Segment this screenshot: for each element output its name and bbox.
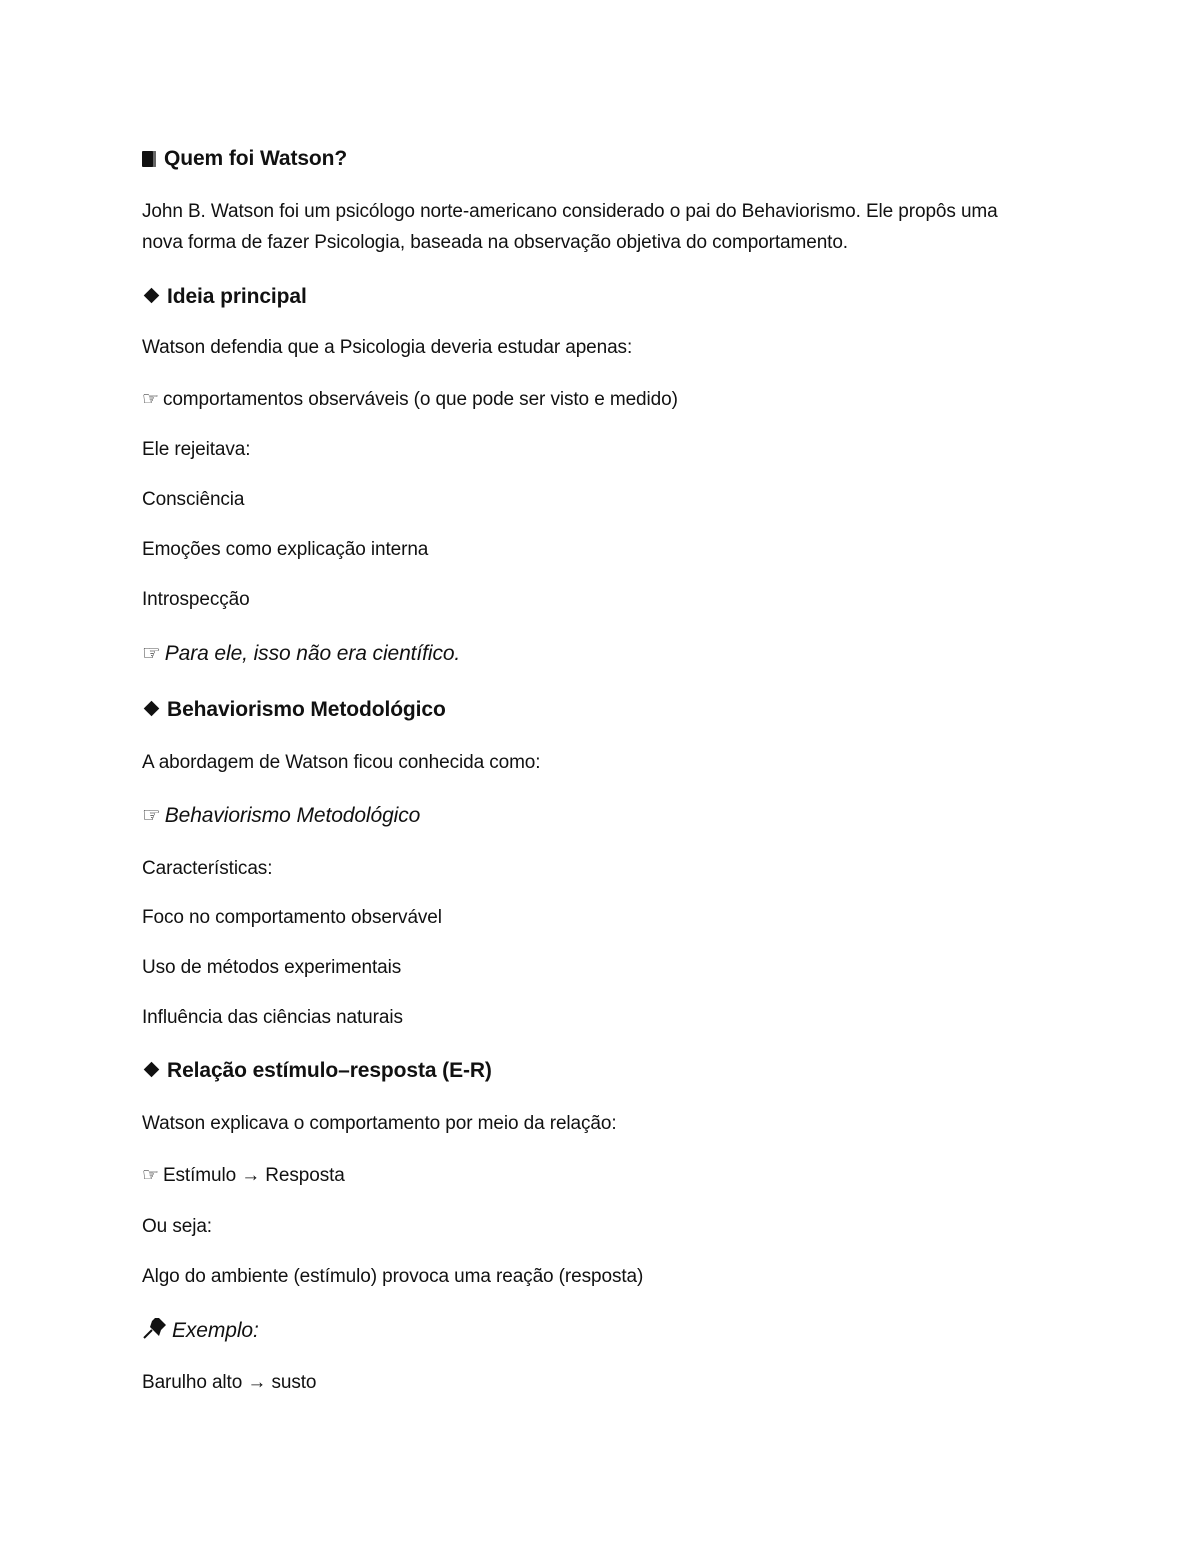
paragraph-text: Estímulo → Resposta [162,1165,345,1186]
diamond-icon [144,288,160,304]
heading-text: Behaviorismo Metodológico [167,698,446,721]
diamond-icon [144,1062,160,1078]
list-item-consciencia: Consciência [142,489,245,510]
paragraph-text: Exemplo: [172,1319,259,1342]
pointing-hand-icon: ☞ [142,804,161,827]
paragraph-rejeitava: Ele rejeitava: [142,439,251,460]
heading-text: Quem foi Watson? [164,147,348,170]
heading-text: Relação estímulo–resposta (E-R) [167,1059,492,1082]
pushpin-icon [142,1318,168,1344]
pointing-hand-icon: ☞ [142,389,159,410]
diamond-icon [144,701,160,717]
heading-relacao-estimulo-resposta [142,1058,492,1084]
paragraph-caracteristicas: Características: [142,858,273,879]
paragraph-ou-seja: Ou seja: [142,1216,212,1237]
list-item-influencia: Influência das ciências naturais [142,1007,403,1028]
paragraph-text: comportamentos observáveis (o que pode ser visto e medido) [162,389,678,410]
list-item-introspeccao: Introspecção [142,589,250,610]
book-icon [142,151,156,167]
pointing-hand-icon: ☞ [142,642,161,665]
paragraph-barulho: Barulho alto → susto [142,1372,317,1393]
paragraph-behaviorismo-metodologico [142,803,420,829]
heading-ideia-principal [142,284,307,310]
paragraph-abordagem: A abordagem de Watson ficou conhecida como: [142,752,541,773]
heading-quem-foi-watson [142,146,347,172]
list-item-emocoes: Emoções como explicação interna [142,539,429,560]
pointing-hand-icon: ☞ [142,1165,159,1186]
paragraph-text: Behaviorismo Metodológico [164,804,421,827]
paragraph-defendia: Watson defendia que a Psicologia deveria estudar apenas: [142,337,633,358]
intro-paragraph [142,196,1052,258]
heading-text: Ideia principal [167,285,307,308]
paragraph-text: Para ele, isso não era científico. [164,642,461,665]
intro-line-1: John B. Watson foi um psicólogo norte-americano considerado o pai do Behaviorismo. Ele propôs uma [142,201,998,222]
paragraph-observaveis [142,388,678,412]
intro-line-2: nova forma de fazer Psicologia, baseada na observação objetiva do comportamento. [142,232,848,253]
paragraph-exemplo [142,1318,259,1344]
paragraph-nao-cientifico [142,641,460,667]
paragraph-estimulo-resposta [142,1164,345,1188]
list-item-metodos: Uso de métodos experimentais [142,957,402,978]
heading-behaviorismo-metodologico [142,697,446,723]
paragraph-algo-ambiente: Algo do ambiente (estímulo) provoca uma reação (resposta) [142,1266,644,1287]
list-item-foco: Foco no comportamento observável [142,907,442,928]
paragraph-explicava: Watson explicava o comportamento por meio da relação: [142,1113,617,1134]
